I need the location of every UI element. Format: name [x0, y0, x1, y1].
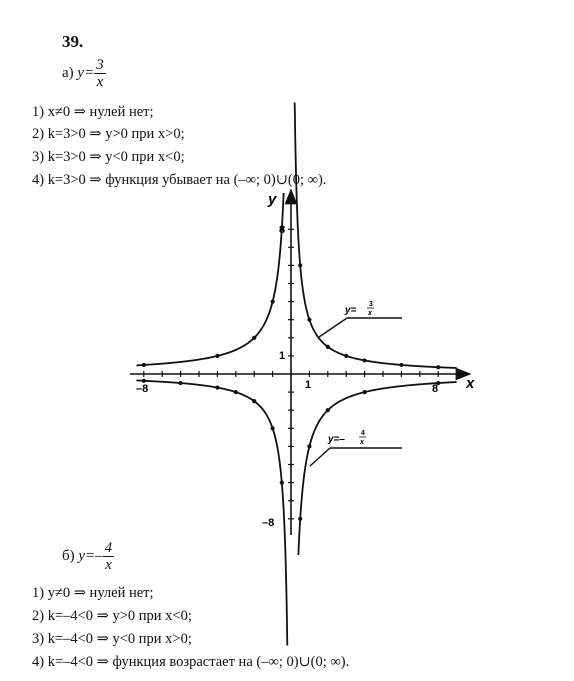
point-a	[179, 381, 183, 385]
point-b	[307, 444, 311, 448]
x-axis-label: x	[466, 375, 475, 392]
tick-label-x-neg8: –8	[136, 383, 149, 395]
curve-a-right-branch	[295, 103, 457, 368]
point-a	[215, 385, 219, 389]
tick-label-x-1: 1	[305, 379, 312, 391]
point-b	[271, 300, 275, 304]
label-a-num: 3	[369, 301, 373, 308]
label-a	[319, 301, 402, 337]
part-b-function	[62, 540, 114, 573]
point-b	[215, 354, 219, 358]
part-b-numerator: 4	[104, 540, 113, 556]
point-a	[436, 365, 440, 369]
curve-b-right-branch	[298, 382, 456, 555]
part-b-line-2: 2) k=–4<0 ⇒ y>0 при x<0;	[32, 608, 192, 624]
point-a	[298, 263, 302, 267]
point-a	[271, 426, 275, 430]
y-axis-label: y	[268, 191, 277, 208]
problem-number: 39.	[62, 32, 84, 51]
part-a-func-lhs: y=	[77, 64, 95, 81]
label-b-leader	[310, 448, 330, 466]
point-a	[234, 390, 238, 394]
label-b	[310, 430, 402, 466]
point-a	[326, 345, 330, 349]
label-b-den: x	[360, 439, 364, 446]
tick-label-y-1: 1	[279, 350, 286, 362]
label-b-num: 4	[361, 430, 365, 437]
part-a-label: а)	[62, 64, 74, 81]
part-a-numerator: 3	[96, 57, 104, 73]
point-a	[307, 318, 311, 322]
point-a	[252, 399, 256, 403]
curve-a-left-branch	[136, 380, 287, 645]
label-a-leader	[319, 318, 347, 337]
part-a-line-3: 3) k=3>0 ⇒ y<0 при x<0;	[32, 149, 185, 165]
label-b-prefix: y=–	[328, 434, 345, 445]
part-a-line-4: 4) k=3>0 ⇒ функция убывает на (–∞; 0)∪(0; ∞).	[32, 172, 327, 188]
part-a-line-2: 2) k=3>0 ⇒ y>0 при x>0;	[32, 126, 185, 142]
label-a-prefix: y=	[345, 305, 357, 316]
part-b-fraction	[103, 540, 115, 573]
part-b-denominator: x	[105, 557, 112, 573]
part-a-line-1: 1) x≠0 ⇒ нулей нет;	[32, 104, 154, 120]
part-b-label: б)	[62, 547, 75, 564]
point-a	[280, 481, 284, 485]
point-a	[399, 363, 403, 367]
point-a	[363, 358, 367, 362]
tick-label-y-8: 8	[279, 224, 286, 236]
point-b	[142, 363, 146, 367]
tick-label-y-neg8: –8	[262, 517, 275, 529]
part-b-func-lhs: y=–	[78, 547, 103, 564]
point-b	[252, 336, 256, 340]
curve-b-left-branch	[136, 193, 286, 365]
part-a-denominator: x	[96, 74, 104, 90]
point-b	[363, 390, 367, 394]
part-b-line-3: 3) k=–4<0 ⇒ y<0 при x>0;	[32, 631, 192, 647]
part-b-line-1: 1) y≠0 ⇒ нулей нет;	[32, 585, 154, 601]
label-a-den: x	[368, 310, 372, 317]
tick-label-x-8: 8	[432, 383, 439, 395]
point-b	[298, 517, 302, 521]
part-b-line-4: 4) k=–4<0 ⇒ функция возрастает на (–∞; 0)∪(0; ∞).	[32, 654, 350, 670]
point-b	[326, 408, 330, 412]
point-a	[344, 354, 348, 358]
